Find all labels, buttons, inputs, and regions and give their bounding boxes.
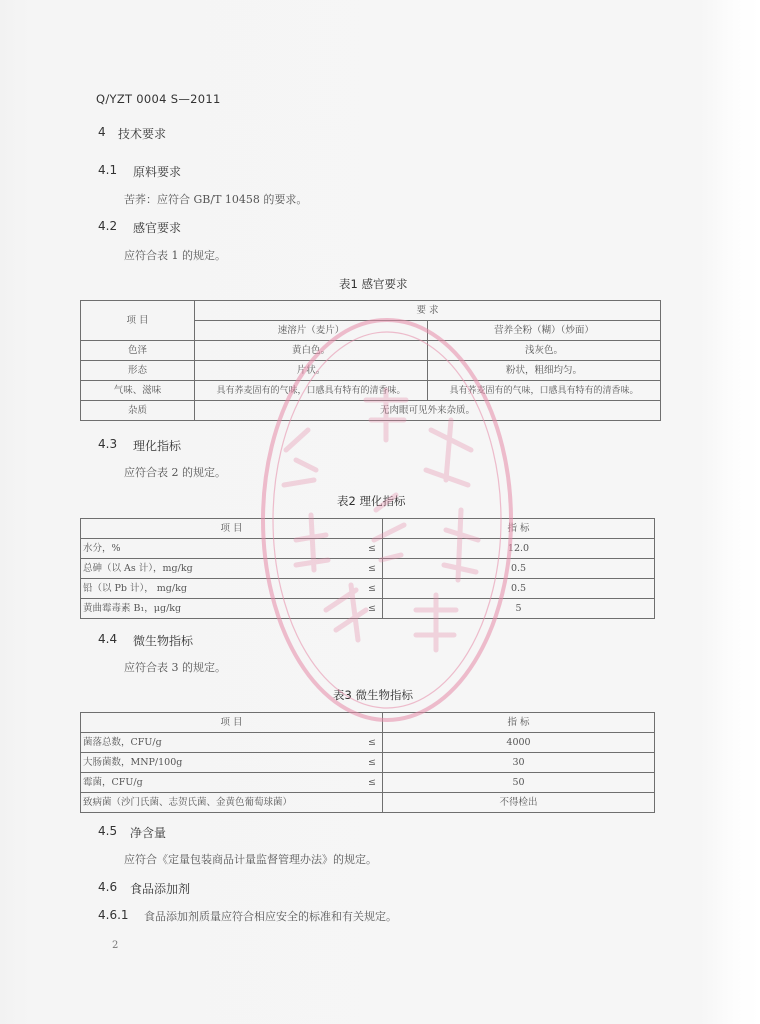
table-row — [81, 773, 655, 793]
section-4-number: 4 — [98, 125, 106, 139]
table-cell: 黄曲霉毒素 B₁，μg/kg — [81, 599, 311, 619]
table-cell: 总砷（以 As 计），mg/kg — [81, 559, 311, 579]
section-4-4-number: 4.4 — [98, 632, 118, 646]
table-1-header-item: 项 目 — [81, 301, 195, 341]
section-4-4-body: 应符合表 3 的规定。 — [124, 661, 226, 674]
table-cell: 铅（以 Pb 计）， mg/kg — [81, 579, 311, 599]
section-4-3-number: 4.3 — [98, 437, 118, 451]
table-cell: 30 — [383, 753, 655, 773]
section-4-5-number: 4.5 — [98, 824, 118, 838]
section-4-2-number: 4.2 — [98, 219, 118, 233]
table-row — [81, 341, 661, 361]
table-cell: 杂质 — [81, 401, 195, 421]
section-4-2-title: 感官要求 — [133, 221, 182, 235]
table-row — [81, 793, 655, 813]
table-cell: 4000 — [383, 733, 655, 753]
table-row — [81, 361, 661, 381]
table-cell: 0.5 — [383, 559, 655, 579]
section-4-6-1-number: 4.6.1 — [98, 908, 129, 922]
table-cell: 大肠菌数，MNP/100g — [81, 753, 311, 773]
section-4-1-number: 4.1 — [98, 163, 118, 177]
table-cell: 不得检出 — [383, 793, 655, 813]
table-cell: 片状。 — [195, 361, 428, 381]
table-2 — [80, 518, 655, 619]
section-4-6-1-body: 食品添加剂质量应符合相应安全的标准和有关规定。 — [144, 910, 397, 923]
table-cell: 具有荞麦固有的气味，口感具有特有的清香味。 — [428, 381, 661, 401]
table-cell: 12.0 — [383, 539, 655, 559]
table-cell: ≤ — [311, 539, 383, 559]
document-code: Q/YZT 0004 S—2011 — [96, 92, 221, 106]
table-cell: 5 — [383, 599, 655, 619]
table-row — [81, 753, 655, 773]
section-4-3-title: 理化指标 — [133, 439, 182, 453]
section-4-title: 技术要求 — [118, 127, 167, 141]
table-cell: 色泽 — [81, 341, 195, 361]
table-cell: 霉菌，CFU/g — [81, 773, 311, 793]
section-4-6-title: 食品添加剂 — [130, 882, 191, 896]
table-2-caption: 表2 理化指标 — [337, 494, 406, 508]
table-cell: 50 — [383, 773, 655, 793]
table-3-header-item: 项 目 — [81, 713, 383, 733]
table-cell: 无肉眼可见外来杂质。 — [195, 401, 661, 421]
section-4-1-title: 原料要求 — [133, 165, 182, 179]
table-cell: ≤ — [311, 773, 383, 793]
table-1-header-col2: 营养全粉（糊）（炒面） — [428, 321, 661, 341]
section-4-5-title: 净含量 — [130, 826, 167, 840]
table-2-header-item: 项 目 — [81, 519, 383, 539]
table-cell: 形态 — [81, 361, 195, 381]
table-cell: ≤ — [311, 559, 383, 579]
table-row — [81, 381, 661, 401]
table-cell: 黄白色。 — [195, 341, 428, 361]
table-cell: 气味、滋味 — [81, 381, 195, 401]
table-cell: 粉状，粗细均匀。 — [428, 361, 661, 381]
section-4-2-body: 应符合表 1 的规定。 — [124, 249, 226, 262]
table-cell: 具有荞麦固有的气味，口感具有特有的清香味。 — [195, 381, 428, 401]
table-cell: 菌落总数，CFU/g — [81, 733, 311, 753]
table-cell: ≤ — [311, 579, 383, 599]
table-cell: 水分，% — [81, 539, 311, 559]
table-1-header-requirement: 要 求 — [195, 301, 661, 321]
section-4-6-number: 4.6 — [98, 880, 118, 894]
table-row — [81, 733, 655, 753]
table-2-header-value: 指 标 — [383, 519, 655, 539]
table-cell: ≤ — [311, 599, 383, 619]
table-cell: 致病菌（沙门氏菌、志贺氏菌、金黄色葡萄球菌） — [81, 793, 383, 813]
table-cell: 浅灰色。 — [428, 341, 661, 361]
table-cell: 0.5 — [383, 579, 655, 599]
table-row — [81, 559, 655, 579]
table-row — [81, 539, 655, 559]
section-4-1-body: 苦荞：应符合 GB/T 10458 的要求。 — [124, 193, 308, 206]
table-1-header-col1: 速溶片（麦片） — [195, 321, 428, 341]
table-1-caption: 表1 感官要求 — [339, 277, 408, 291]
section-4-4-title: 微生物指标 — [133, 634, 194, 648]
section-4-3-body: 应符合表 2 的规定。 — [124, 466, 226, 479]
table-1 — [80, 300, 661, 421]
table-row — [81, 401, 661, 421]
table-3-caption: 表3 微生物指标 — [333, 688, 413, 702]
section-4-5-body: 应符合《定量包装商品计量监督管理办法》的规定。 — [124, 853, 377, 866]
table-3-header-value: 指 标 — [383, 713, 655, 733]
page-number: 2 — [112, 940, 119, 951]
table-cell: ≤ — [311, 753, 383, 773]
table-row — [81, 599, 655, 619]
table-3 — [80, 712, 655, 813]
table-row — [81, 579, 655, 599]
table-cell: ≤ — [311, 733, 383, 753]
